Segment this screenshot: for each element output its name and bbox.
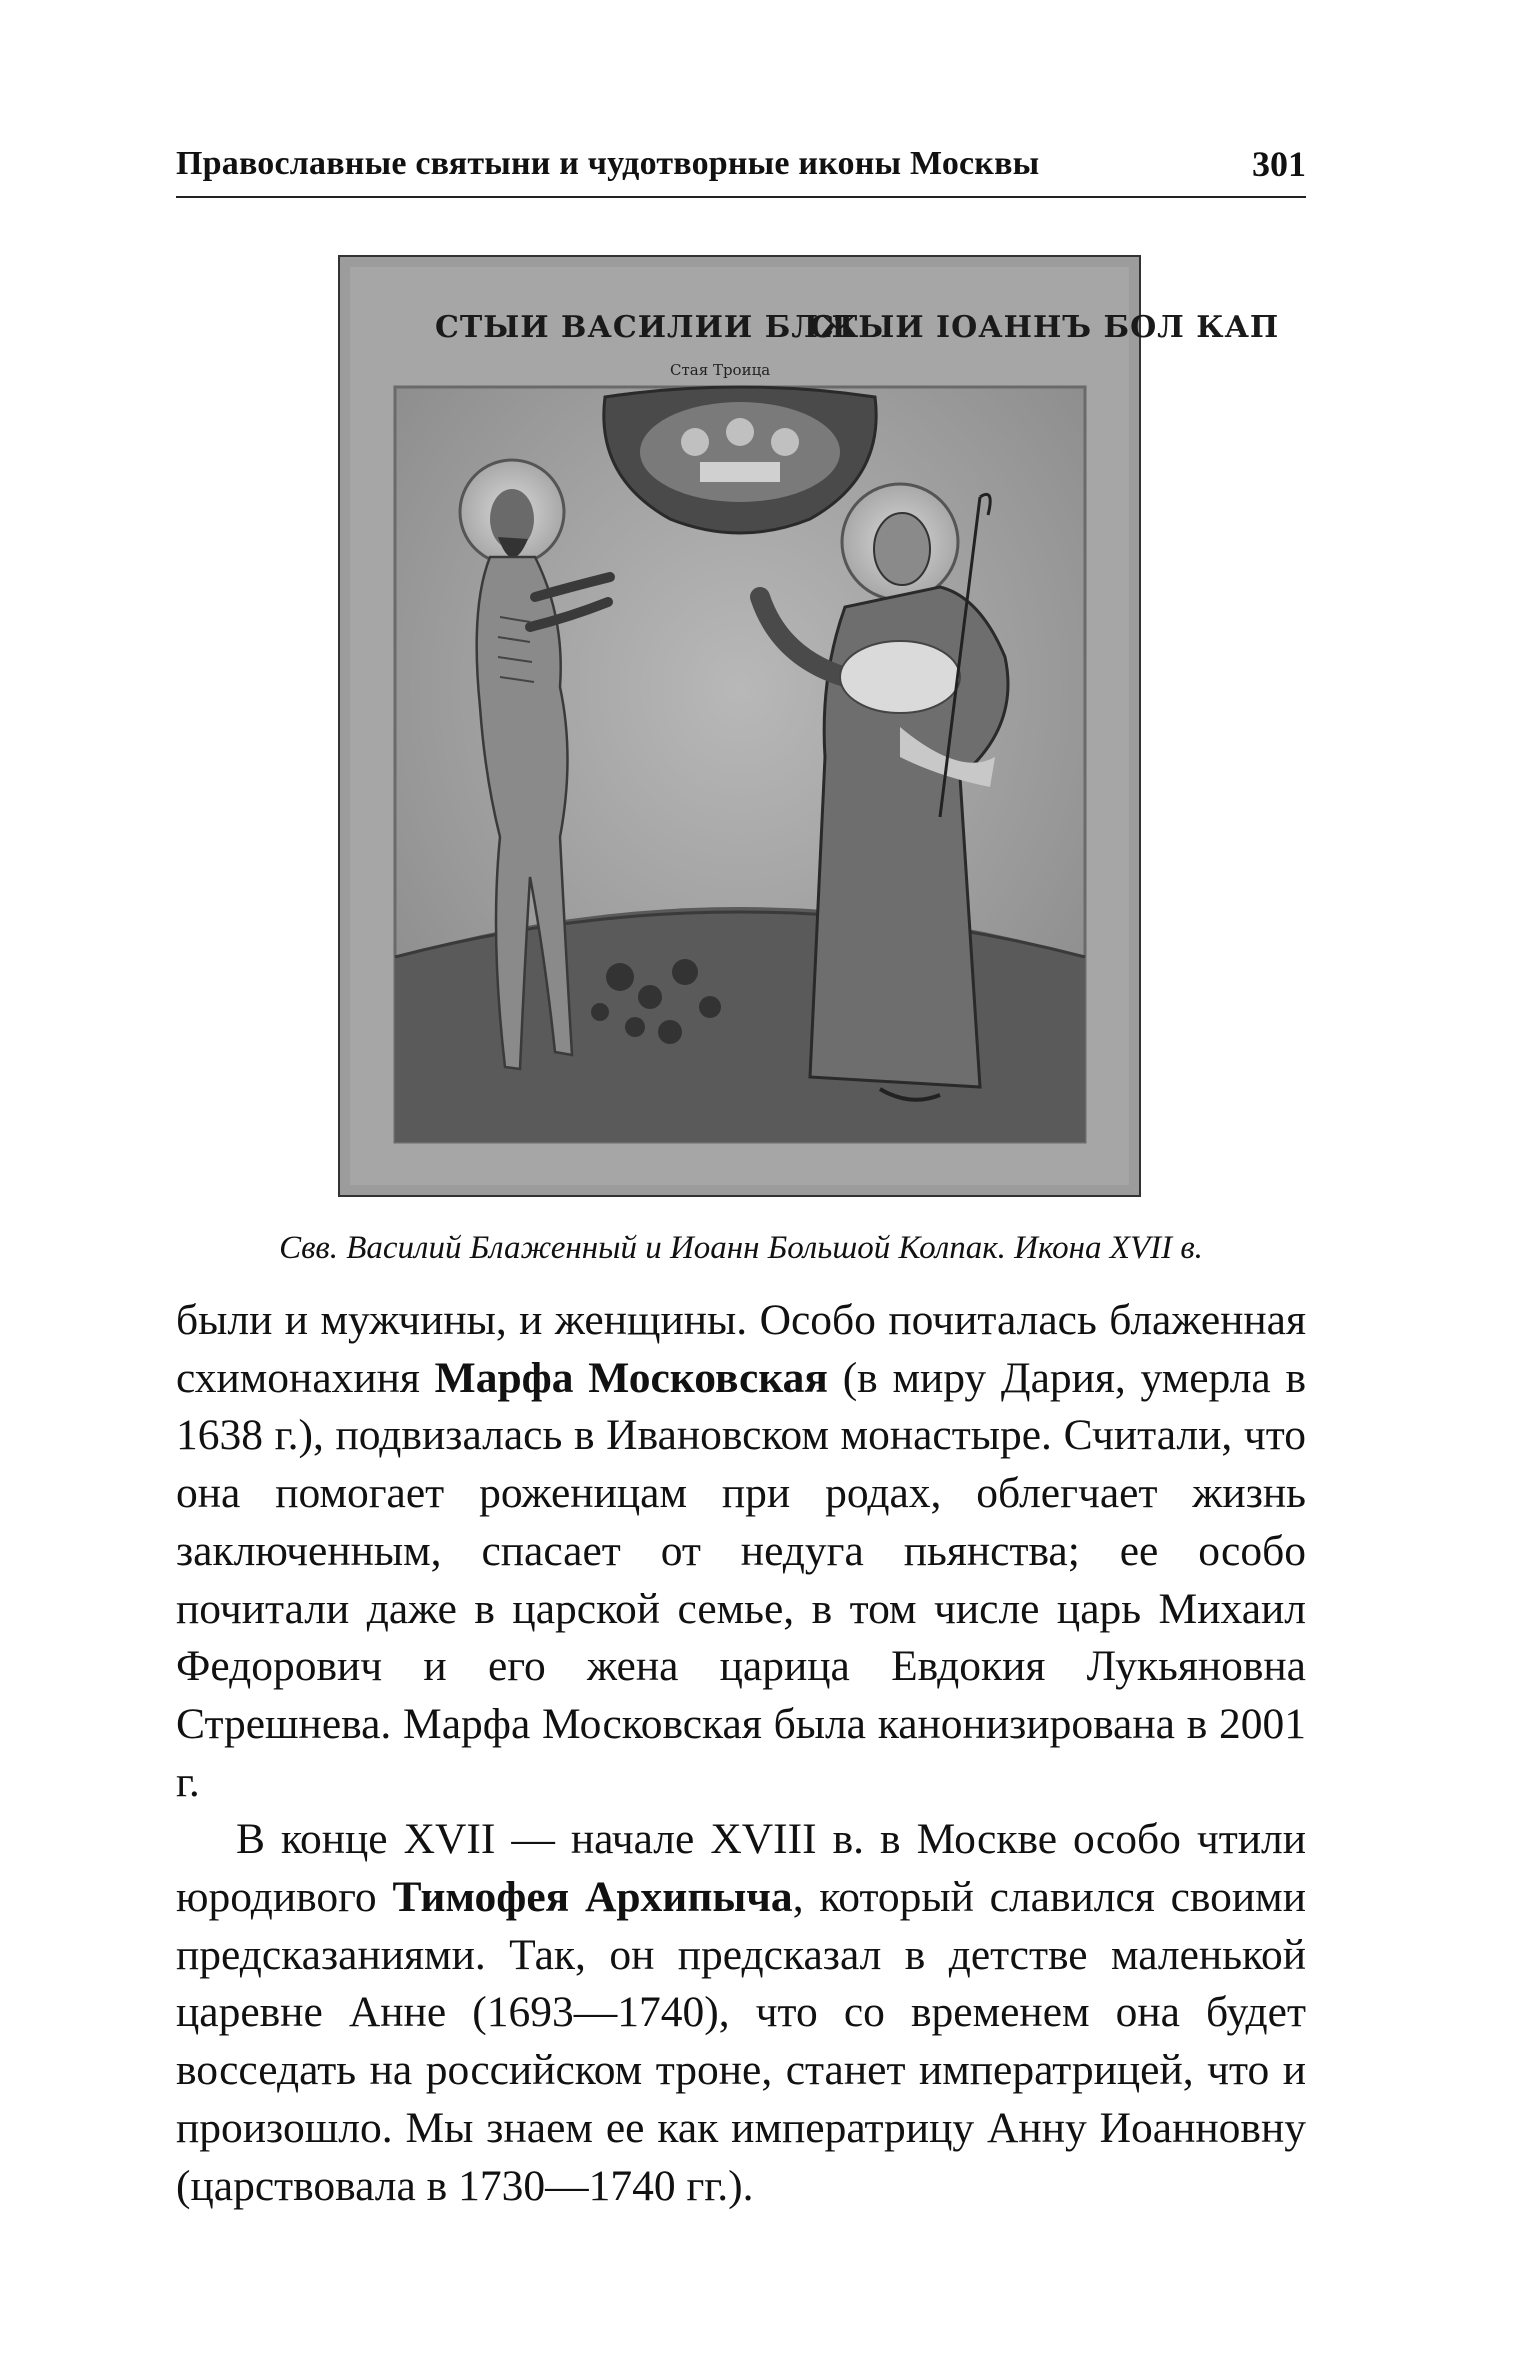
bold-name-timofey: Тимофея Архипыча xyxy=(392,1873,793,1922)
text-run: В конце XVII — начале XVIII в. в Москве особо чтили юродивого xyxy=(176,1815,1306,1922)
header-title: Православные святыни и чудотворные иконы Москвы xyxy=(176,145,1040,182)
text-run: были и мужчины, и женщины. Особо почиталась блаженная схимонахиня xyxy=(176,1296,1306,1402)
text-run: (в миру Дария, умерла в 1638 г.), подвизалась в Ивановском монастыре. Считали, что она помогает роженицам при родах, облегчает жизнь заключенным, спасает от недуга пьянства; ее особо почитали даже в царской семье, в том числе царь Михаил Федорович и его жена царица Евдокия Лукьяновна Стрешнева. Марфа Московская была канонизирована в 2001 г. xyxy=(176,1353,1306,1806)
paragraph-2 xyxy=(176,1811,1306,2215)
text-run: , который славился своими предсказаниями. Так, он предсказал в детстве маленькой царевне Анне (1693—1740), что со временем она будет восседать на российском троне, станет императрицей, что и произошло. Мы знаем ее как императрицу Анну Иоанновну (царствовала в 1730—1740 гг.). xyxy=(176,1873,1306,2210)
running-header xyxy=(176,140,1306,198)
inscription-left: СТЫИ ВАСИЛИИ БЛЖ xyxy=(435,310,860,345)
body-text xyxy=(176,1292,1306,2215)
page-number: 301 xyxy=(1252,144,1306,184)
icon-image xyxy=(340,257,1280,1195)
paragraph-1 xyxy=(176,1292,1306,1811)
icon-illustration xyxy=(338,255,1280,1197)
inscription-right: СТЫИ ІОАННЪ БОЛ КАП xyxy=(810,310,1280,345)
figure-caption: Свв. Василий Блаженный и Иоанн Большой Колпак. Икона XVII в. xyxy=(279,1230,1203,1266)
bold-name-marfa: Марфа Московская xyxy=(434,1353,828,1402)
inscription-center: Стая Троица xyxy=(670,361,771,379)
